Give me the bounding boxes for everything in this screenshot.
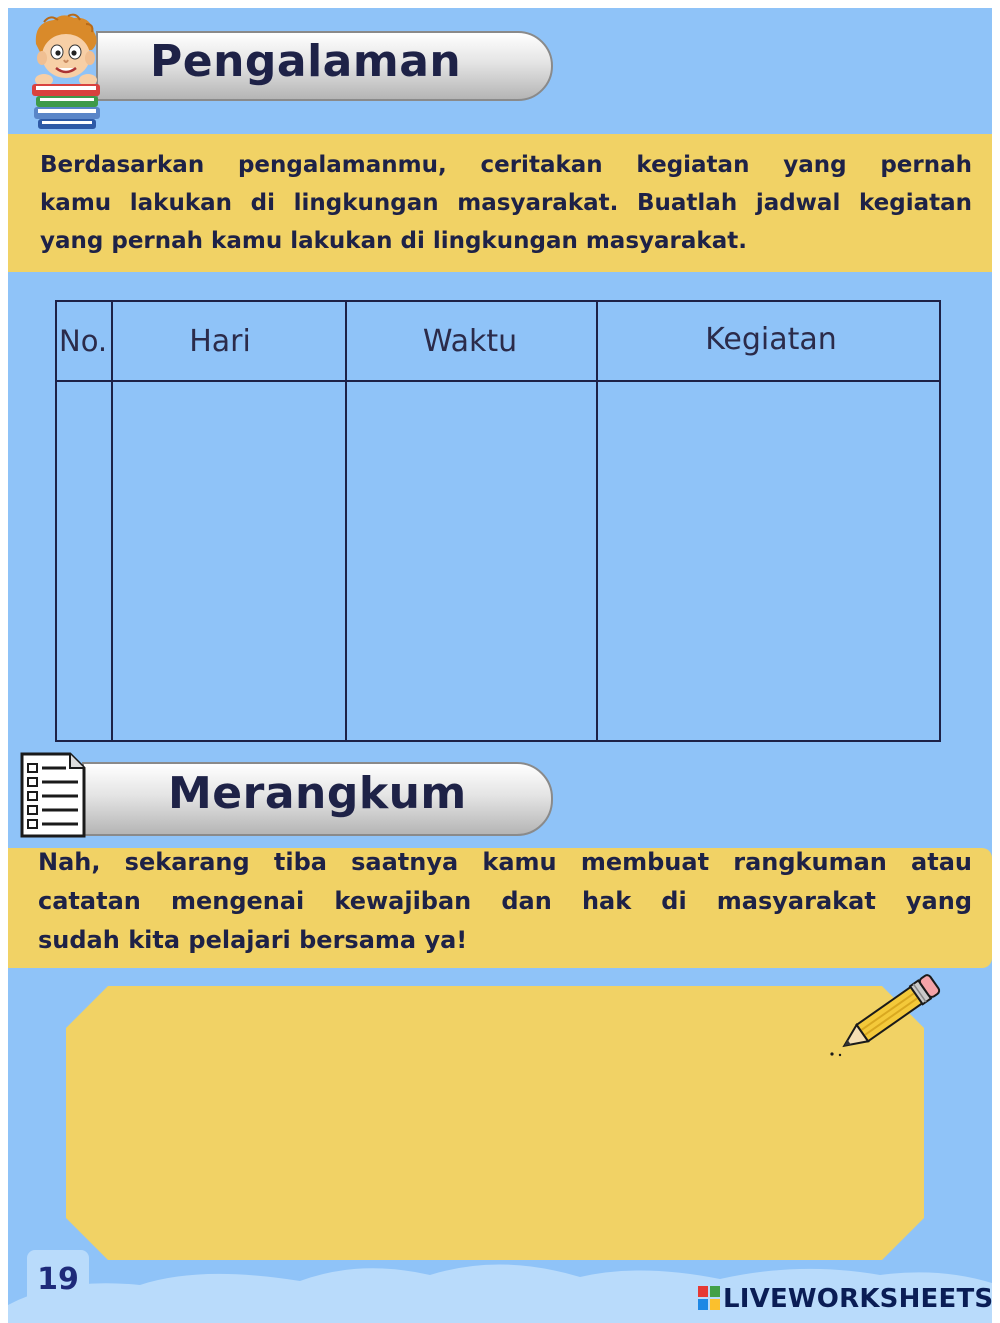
section2-title: Merangkum (168, 768, 467, 819)
input-cell-kegiatan[interactable] (598, 382, 939, 740)
table-header-kegiatan: Kegiatan (705, 322, 837, 357)
instruction-line: kamu lakukan di lingkungan masyarakat. Buatlah jadwal kegiatan (40, 190, 972, 216)
input-cell-waktu[interactable] (347, 382, 596, 740)
page-number: 19 (27, 1250, 89, 1310)
instruction-line: Nah, sekarang tiba saatnya kamu membuat rangkuman atau (38, 848, 972, 876)
table-header-hari: Hari (189, 324, 251, 359)
section1-title: Pengalaman (150, 36, 462, 87)
input-cell-no[interactable] (57, 382, 111, 740)
summary-answer-box[interactable] (66, 986, 924, 1260)
table-header-waktu: Waktu (422, 324, 518, 359)
brand-text: LIVEWORKSHEETS (723, 1284, 994, 1314)
instruction-line: catatan mengenai kewajiban dan hak di masyarakat yang (38, 887, 972, 915)
schedule-table (55, 300, 943, 745)
section2-instruction (38, 843, 972, 960)
instruction-line: Berdasarkan pengalamanmu, ceritakan kegiatan yang pernah (40, 152, 972, 178)
pencil-icon (826, 966, 956, 1060)
boy-with-books-icon (24, 12, 108, 132)
liveworksheets-logo-icon (698, 1286, 720, 1310)
liveworksheets-brand (698, 1284, 993, 1320)
section1-instruction (40, 146, 972, 260)
table-header-no: No. (59, 324, 108, 358)
instruction-line: yang pernah kamu lakukan di lingkungan masyarakat. (40, 228, 747, 254)
checklist-icon (20, 752, 86, 838)
input-cell-hari[interactable] (113, 382, 345, 740)
instruction-line: sudah kita pelajari bersama ya! (38, 926, 468, 954)
